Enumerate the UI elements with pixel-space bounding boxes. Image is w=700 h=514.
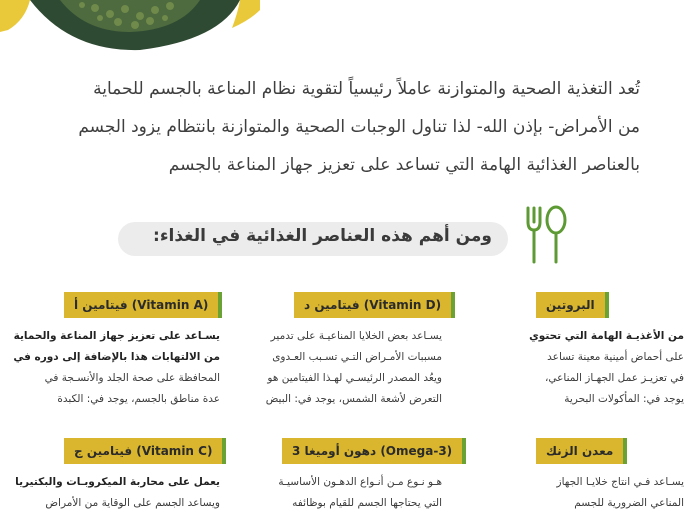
vitamin-a-text bbox=[13, 326, 220, 410]
protein-title: البروتين bbox=[536, 292, 609, 318]
zinc-line: المناعي الضرورية للجسم bbox=[574, 497, 684, 509]
vitamin-c-line: يعمل على محاربة الميكروبـات والبكتيريا bbox=[15, 476, 220, 488]
omega3-title: دهون أوميغا 3 (Omega-3) bbox=[282, 438, 466, 464]
intro-line: بالعناصر الغذائية الهامة التي تساعد على تعزيز جهاز المناعة بالجسم bbox=[168, 155, 640, 175]
vitamin-a-line: عدة مناطق بالجسم، يوجد في: الكبدة bbox=[57, 393, 220, 405]
vitamin-d-line: التعرض لأشعة الشمس، يوجد في: البيض bbox=[265, 393, 442, 405]
protein-line: من الأغذيـة الهامة التي تحتوي bbox=[529, 330, 684, 342]
zinc-title: معدن الزنك bbox=[536, 438, 627, 464]
protein-line: في تعزيـز عمل الجهـاز المناعي، bbox=[544, 372, 684, 384]
vitamin-d-line: مسببات الأمـراض التـي تسـبب العـدوى bbox=[272, 351, 442, 363]
intro-line: من الأمراض- بإذن الله- لذا تناول الوجبات الصحية والمتوازنة بانتظام يزود الجسم bbox=[78, 117, 640, 137]
zinc-text bbox=[557, 472, 684, 514]
section-title: ومن أهم هذه العناصر الغذائية في الغذاء: bbox=[153, 226, 492, 246]
protein-text bbox=[529, 326, 684, 410]
omega3-text bbox=[278, 472, 442, 514]
vitamin-c-text bbox=[15, 472, 220, 514]
vitamin-a-line: يسـاعد على تعزيز جهاز المناعة والحماية bbox=[13, 330, 220, 342]
protein-line: على أحماض أمينية معينة تساعد bbox=[547, 351, 684, 363]
vitamin-d-line: يسـاعد بعض الخلايا المناعيـة على تدمير bbox=[270, 330, 442, 342]
intro-line: تُعد التغذية الصحية والمتوازنة عاملاً رئيسياً لتقوية نظام المناعة بالجسم للحماية bbox=[93, 79, 640, 99]
omega3-line: هـو نـوع مـن أنـواع الدهـون الأساسيـة bbox=[278, 476, 442, 488]
vitamin-d-title: فيتامين د (Vitamin D) bbox=[294, 292, 455, 318]
vitamin-d-line: ويعُد المصدر الرئيسـي لهـذا الفيتامين هو bbox=[267, 372, 442, 384]
vitamin-a-line: المحافظة على صحة الجلد والأنسـجة في bbox=[44, 372, 220, 384]
protein-line: يوجد في: المأكولات البحرية bbox=[564, 393, 684, 405]
vitamin-a-title: فيتامين أ (Vitamin A) bbox=[64, 292, 222, 318]
omega3-line: التي يحتاجها الجسم للقيام بوظائفه bbox=[292, 497, 442, 509]
vitamin-a-line: من الالتهابات هذا بالإضافة إلى دوره في bbox=[13, 351, 220, 363]
vitamin-c-line: ويساعد الجسم على الوقاية من الأمراض bbox=[45, 497, 220, 509]
vitamin-d-text bbox=[266, 326, 442, 410]
hero-image bbox=[0, 0, 260, 55]
intro-paragraph bbox=[60, 70, 640, 184]
vitamin-c-title: فيتامين ج (Vitamin C) bbox=[64, 438, 226, 464]
zinc-line: يسـاعد فـي انتاج خلايـا الجهاز bbox=[556, 476, 684, 488]
fork-spoon-icon bbox=[522, 204, 570, 270]
